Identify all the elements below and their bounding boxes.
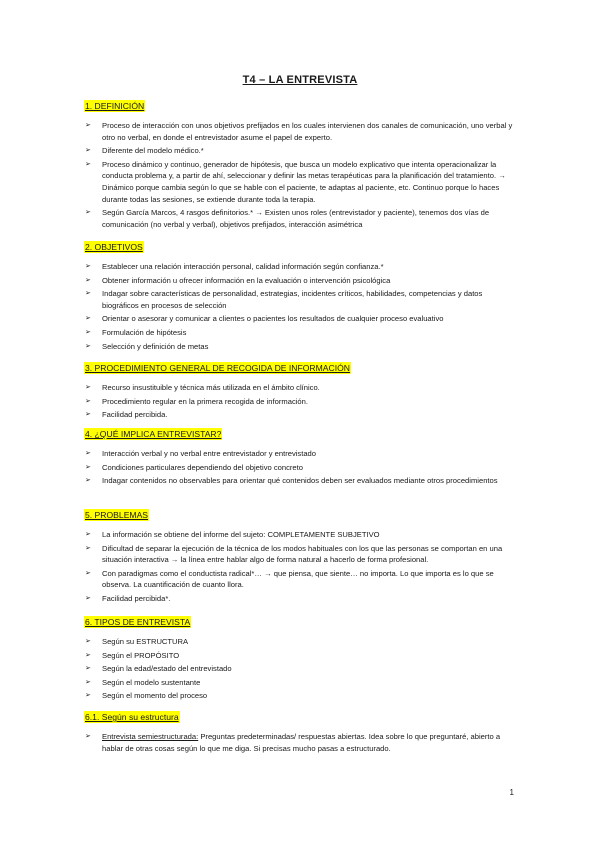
list-item: ➢ Entrevista semiestructurada: Preguntas predeterminadas/ respuestas abiertas. Idea sobre lo que preguntaré, abierto a hablar de otras cosas según lo que me diga. Si precisas mucho pasas a estructurado.	[85, 732, 501, 753]
arrow-bullet-icon: ➢	[85, 651, 91, 659]
arrow-bullet-icon: ➢	[85, 733, 91, 740]
term-label: Entrevista semiestructurada:	[102, 732, 199, 741]
section-heading: 2. OBJETIVOS	[85, 242, 143, 252]
page-number: 1	[509, 788, 514, 797]
arrow-bullet-icon: ➢	[85, 384, 91, 391]
arrow-bullet-icon: ➢	[85, 290, 91, 298]
arrow-bullet-icon: ➢	[85, 569, 91, 577]
arrow-bullet-icon: ➢	[85, 531, 91, 538]
arrow-bullet-icon: ➢	[85, 328, 91, 336]
list-item: ➢ Facilidad percibida*.	[85, 593, 171, 603]
arrow-bullet-icon: ➢	[85, 544, 91, 552]
bullet-list	[84, 529, 516, 605]
list-item: ➢ Según la edad/estado del entrevistado	[85, 664, 232, 674]
list-item: ➢ Formulación de hipótesis	[85, 327, 187, 337]
list-item: ➢ Procedimiento regular en la primera recogida de información.	[85, 396, 308, 406]
section-objetivos	[84, 237, 516, 354]
list-item: ➢ Obtener información u ofrecer información en la evaluación o intervención psicológica	[85, 275, 391, 285]
arrow-bullet-icon: ➢	[85, 463, 91, 471]
section-heading: 5. PROBLEMAS	[85, 510, 149, 520]
section-tipos	[84, 612, 516, 704]
list-item: ➢ Indagar sobre características de personalidad, estrategias, incidentes críticos, habilidades, competencias y datos biográficos en procesos de selección	[85, 289, 483, 310]
list-item: ➢ Orientar o asesorar y comunicar a clientes o pacientes los resultados de cualquier proceso evaluativo	[85, 314, 444, 324]
arrow-bullet-icon: ➢	[85, 638, 91, 645]
list-item: ➢ Condiciones particulares dependiendo del objetivo concreto	[85, 462, 303, 472]
arrow-bullet-icon: ➢	[85, 665, 91, 673]
section-que-implica	[84, 424, 516, 489]
bullet-list	[84, 731, 516, 754]
arrow-bullet-icon: ➢	[85, 692, 91, 700]
list-item: ➢ Facilidad percibida.	[85, 410, 168, 420]
page-title: T4 – LA ENTREVISTA	[242, 74, 358, 86]
list-item: ➢ Recurso insustituible y técnica más utilizada en el ámbito clínico.	[85, 383, 320, 392]
bullet-list	[84, 382, 516, 421]
list-item: ➢ Según el momento del proceso	[85, 691, 208, 701]
list-item: ➢ Indagar contenidos no observables para orientar qué contenidos deben ser evaluados mediante otros procedimientos	[85, 476, 498, 486]
section-definicion	[84, 96, 516, 232]
list-item: ➢ Dificultad de separar la ejecución de la técnica de los modos habituales con los que las personas se comportan en una situación interactiva → la línea entre hablar algo de forma natural a hacerlo de forma profesional.	[85, 543, 503, 565]
arrow-bullet-icon: ➢	[85, 147, 91, 155]
arrow-bullet-icon: ➢	[85, 594, 91, 602]
section-heading: 6. TIPOS DE ENTREVISTA	[85, 617, 191, 627]
bullet-list	[84, 636, 516, 702]
section-problemas	[84, 505, 516, 607]
list-item: ➢ Según el modelo sustentante	[85, 677, 201, 687]
arrow-bullet-icon: ➢	[85, 477, 91, 485]
arrow-bullet-icon: ➢	[85, 209, 91, 217]
list-item: ➢ Según García Marcos, 4 rasgos definitorios.* → Existen unos roles (entrevistador y paciente), tenemos dos vías de comunicación (no verbal y verbal), objetivos prefijados, interacción asimétrica	[85, 208, 490, 229]
list-item: ➢ Con paradigmas como el conductista radical*… → que piensa, que siente… no importa. Lo que importa es lo que se observa. La cuantificación de cuanto llora.	[85, 568, 494, 590]
arrow-bullet-icon: ➢	[85, 315, 91, 323]
arrow-bullet-icon: ➢	[85, 342, 91, 350]
bullet-list	[84, 120, 516, 230]
bullet-list	[84, 448, 516, 487]
arrow-bullet-icon: ➢	[85, 678, 91, 686]
list-item: ➢ Según el PROPÓSITO	[85, 650, 180, 660]
arrow-bullet-icon: ➢	[85, 397, 91, 405]
list-item: ➢ La información se obtiene del informe del sujeto: COMPLETAMENTE SUBJETIVO	[85, 530, 380, 539]
list-item: ➢ Proceso de interacción con unos objetivos prefijados en los cuales intervienen dos canales de comunicación, uno verbal y otro no verbal, en donde el entrevistador asume el papel de experto.	[85, 121, 513, 142]
arrow-bullet-icon: ➢	[85, 450, 91, 457]
list-item: ➢ Selección y definición de metas	[85, 341, 209, 351]
section-heading: 6.1. Según su estructura	[85, 712, 179, 722]
section-heading: 3. PROCEDIMIENTO GENERAL DE RECOGIDA DE INFORMACIÓN	[85, 363, 351, 373]
section-heading: 4. ¿QUÉ IMPLICA ENTREVISTAR?	[85, 429, 222, 439]
list-item: ➢ Proceso dinámico y continuo, generador de hipótesis, que busca un modelo explicativo que intenta operacionalizar la conducta problema y, a partir de ahí, seleccionar y definir las metas terapéuticas para la planificación del tratamiento. → Dinámico porque cambia según lo que se hable con el paciente, te adaptas al paciente, etc. Continuo porque lo haces durante todas las sesiones, se extiende durante toda la terapia.	[85, 159, 506, 204]
list-item: ➢ Según su ESTRUCTURA	[85, 637, 189, 646]
section-procedimiento	[84, 358, 516, 423]
list-item: ➢ Interacción verbal y no verbal entre entrevistador y entrevistado	[85, 449, 317, 458]
list-item: ➢ Establecer una relación interacción personal, calidad información según confianza.*	[85, 262, 384, 271]
arrow-bullet-icon: ➢	[85, 411, 91, 419]
bullet-list	[84, 261, 516, 352]
arrow-bullet-icon: ➢	[85, 122, 91, 129]
arrow-bullet-icon: ➢	[85, 276, 91, 284]
section-heading: 1. DEFINICIÓN	[85, 101, 145, 111]
list-item: ➢ Diferente del modelo médico.*	[85, 146, 204, 156]
arrow-bullet-icon: ➢	[85, 160, 91, 168]
section-segun-estructura	[84, 707, 516, 756]
arrow-bullet-icon: ➢	[85, 263, 91, 270]
